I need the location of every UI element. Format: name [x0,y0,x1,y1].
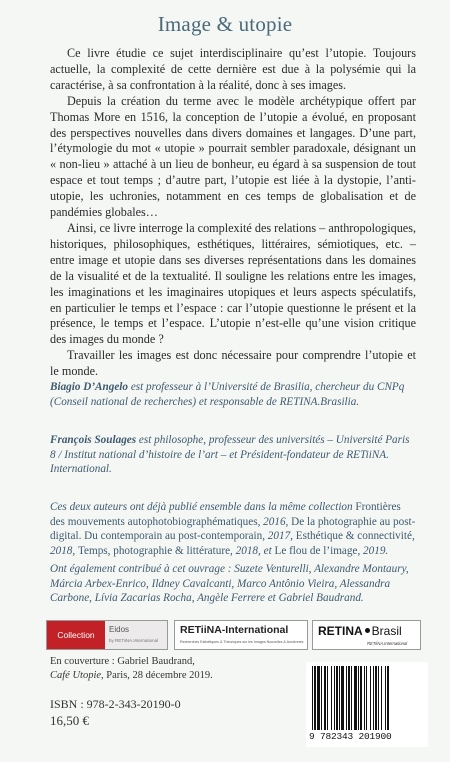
eidos-sub: by RETiiNA.International [109,638,159,643]
author-bio-text: est professeur à l’Université de Brasilia, chercheur du CNPq (Conseil national de recherches) et responsable de RETINA.Brasilia. [50,381,405,408]
cover-artwork-title: Café Utopie [50,669,102,681]
collection-label: Collection [47,621,105,649]
barcode-digits: 9 782343 201900 [309,731,392,742]
eidos-label: Eidos [109,625,130,634]
retiina-label: RETiiNA-International [180,624,289,636]
barcode-bars-icon [312,666,422,732]
collection-eidos-logo [46,620,168,650]
collection-note [50,500,416,558]
blurb-paragraph-4: Travailler les images est donc nécessaire pour comprendre l’utopie et le monde. [50,348,416,379]
author-bio-text: est philosophe, professeur des universités – Université Paris 8 / Institut national d’histoire de l’art – et Président-fondateur de RETiiNA. International. [50,434,410,476]
retina-brasil-logo [312,620,421,650]
cover-credit-line2 [50,669,213,683]
blurb-paragraph-1: Ce livre étudie ce sujet interdisciplinaire qu’est l’utopie. Toujours actuelle, la complexité de cette dernière est due à la polysémie qui la caractérise, à sa confrontation à la réalité, donc à ses images. [50,46,416,92]
book-title-ref: Temps, photographie & littérature [77,544,231,557]
price: 16,50 € [50,713,89,728]
book-title-ref: Frontières des mouvements autophotobiographématiques [50,501,401,528]
contributors-note: Ont également contribué à cet ouvrage : Suzete Venturelli, Alexandre Montaury, Márcia Arbex-Enrico, Ildney Cavalcanti, Marco Antônio Vieira, Alessandra Carbone, Lívia Zacarias Rocha, Angèle Ferrere et Gabriel Baudrand. [50,563,409,605]
note-intro: Ces deux auteurs ont déjà publié ensemble dans la même collection [50,501,356,513]
author-name: Biagio D’Angelo [50,381,129,393]
blurb-paragraph-3: Ainsi, ce livre interroge la complexité des relations – anthropologiques, historiques, philosophiques, esthétiques, littéraires, sémiotiques, etc. – entre image et utopie dans ses diverses représentations dans les domaines de la visualité et de la textualité. Il souligne les relations entre les images, les imaginations et les imaginaires utopiques et leurs aspects spéculatifs, en particulier le temps et l’espace : car l’utopie questionne le présent et la présence, le temps et l’espace. L’utopie n’est-elle qu’une vision critique des images du monde ? [50,220,416,347]
eidos-panel [105,621,167,649]
author-name: François Soulages [50,434,137,446]
book-year: , 2018, [50,530,415,557]
blurb-paragraph-2: Depuis la création du terme avec le modèle archétypique offert par Thomas More en 1516, la conception de l’utopie a évolué, en proposant des perspectives nouvelles dans divers domaines et langages. D’une part, l’étymologie du mot « utopie » pourrait sembler paradoxale, désignant un « non-lieu » attaché à un lieu de bonheur, eu égard à sa suspension de tout espace et tout temps ; d’autre part, l’utopie est liée à la dystopie, l’anti-utopie, les uchronies, notamment en ces temps de globalisation et de pandémies globales… [50,93,416,220]
book-year: , 2017, [262,530,296,543]
book-year: , 2019. [357,544,389,557]
retiina-international-logo [174,620,308,650]
author-bio-dangelo [50,380,416,409]
cover-credit [50,655,213,683]
brasil-sub: RETiiNA.International [367,641,408,646]
dot-icon [365,628,370,633]
back-cover-blurb [50,46,416,380]
publisher-logos [46,620,421,650]
book-year: , 2016, [257,515,292,528]
book-year: , 2018, et [230,544,275,557]
author-bio-soulages [50,433,416,477]
retina-brasil-label [318,624,402,638]
brasil-word: Brasil [371,624,402,638]
book-title: Image & utopie [157,12,293,36]
book-title-ref: Esthétique & connectivité [295,530,412,543]
retina-word: RETINA [318,624,363,638]
book-title-ref: De la photographie au post-digital. Du contemporain au post-contemporain [50,515,416,543]
cover-credit-line1: En couverture : Gabriel Baudrand, [50,656,195,667]
cover-credit-place-date: , Paris, 28 décembre 2019. [101,669,213,681]
barcode [306,662,428,747]
book-title-ref: Le flou de l’image [274,544,358,557]
isbn: ISBN : 978-2-343-20190-0 [50,697,181,711]
retiina-sub: Recherches Esthétiques & Théoriques sur les Images Nouvelles & Anciennes [180,640,304,644]
